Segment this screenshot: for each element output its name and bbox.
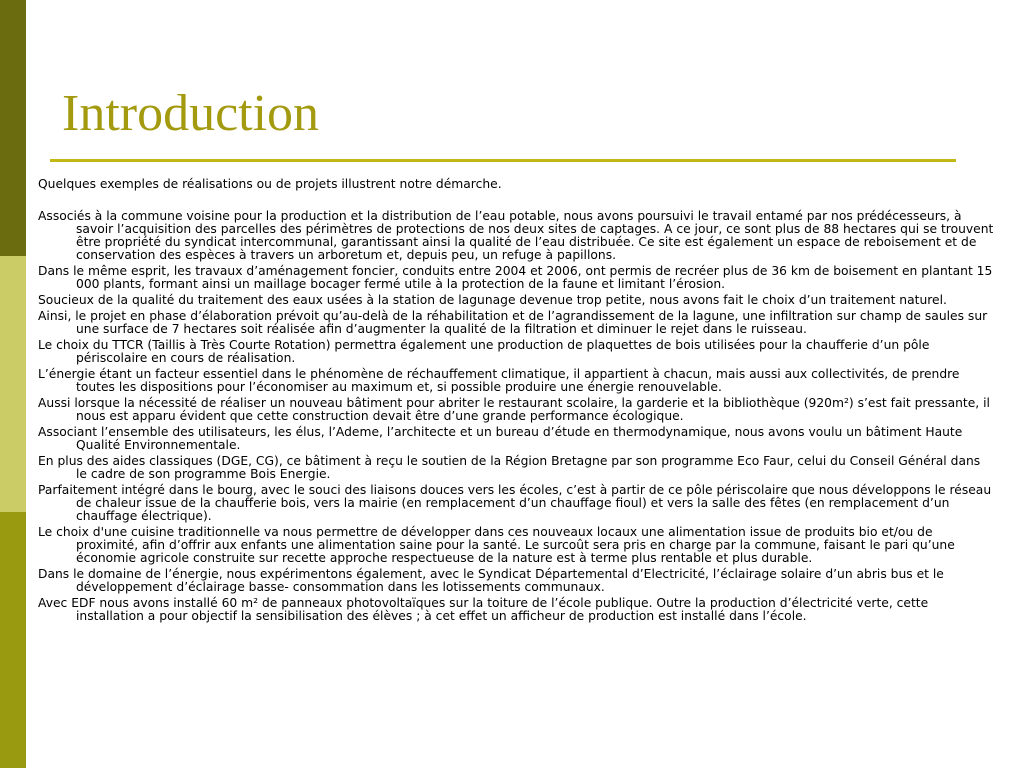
paragraph: L’énergie étant un facteur essentiel dans le phénomène de réchauffement climatique, il appartient à chacun, mais aussi aux collectivités, de prendre toutes les dispositions pour l’économiser au maximum et, si possible produire une énergie renouvelable. (38, 367, 960, 394)
title-divider (50, 159, 956, 162)
side-stripe-top (0, 0, 26, 256)
paragraph: Soucieux de la qualité du traitement des eaux usées à la station de lagunage devenue trop petite, nous avons fait le choix d’un traitement naturel. (38, 293, 947, 307)
intro-text: Quelques exemples de réalisations ou de projets illustrent notre démarche. (38, 177, 502, 191)
paragraph: Aussi lorsque la nécessité de réaliser un nouveau bâtiment pour abriter le restaurant scolaire, la garderie et la bibliothèque (920m²) s’est fait pressante, il nous est apparu évident que cette construction devait être d’une grande performance écologique. (38, 396, 990, 423)
paragraph: Associés à la commune voisine pour la production et la distribution de l’eau potable, nous avons poursuivi le travail entamé par nos prédécesseurs, à savoir l’acquisition des parcelles des périmètres de protections de nos deux sites de captages. A ce jour, ce sont plus de 88 hectares qui se trouvent être propriété du syndicat intercommunal, garantissant ainsi la qualité de l’eau distribuée. Ce site est également un espace de reboisement et de conservation des espèces à travers un arboretum et, depuis peu, un refuge à papillons. (38, 209, 994, 262)
paragraph: Dans le domaine de l’énergie, nous expérimentons également, avec le Syndicat Départemental d’Electricité, l’éclairage solaire d’un abris bus et le développement d’éclairage basse- consommation dans les lotissements communaux. (38, 567, 944, 594)
paragraph: Parfaitement intégré dans le bourg, avec le souci des liaisons douces vers les écoles, c’est à partir de ce pôle périscolaire que nous développons le réseau de chaleur issue de la chaufferie bois, vers la mairie (en remplacement d’un chauffage fioul) et vers la salle des fêtes (en remplacement d’un chauffage électrique). (38, 483, 992, 523)
side-stripe-middle (0, 256, 26, 512)
paragraph: Dans le même esprit, les travaux d’aménagement foncier, conduits entre 2004 et 2006, ont permis de recréer plus de 36 km de boisement en plantant 15 000 plants, formant ainsi un maillage bocager fermé utile à la protection de la faune et limitant l’érosion. (38, 264, 993, 291)
paragraph: Ainsi, le projet en phase d’élaboration prévoit qu’au-delà de la réhabilitation et de l’agrandissement de la lagune, une infiltration sur champ de saules sur une surface de 7 hectares soit réalisée afin d’augmenter la qualité de la filtration et diminuer le rejet dans le ruisseau. (38, 309, 988, 336)
paragraph: Le choix du TTCR (Taillis à Très Courte Rotation) permettra également une production de plaquettes de bois utilisées pour la chaufferie d’un pôle périscolaire en cours de réalisation. (38, 338, 930, 365)
paragraph: Associant l’ensemble des utilisateurs, les élus, l’Ademe, l’architecte et un bureau d’étude en thermodynamique, nous avons voulu un bâtiment Haute Qualité Environnementale. (38, 425, 963, 452)
slide-title: Introduction (62, 85, 320, 142)
slide-body (38, 178, 994, 626)
paragraph: En plus des aides classiques (DGE, CG), ce bâtiment à reçu le soutien de la Région Bretagne par son programme Eco Faur, celui du Conseil Général dans le cadre de son programme Bois Energie. (38, 454, 981, 481)
paragraph: Avec EDF nous avons installé 60 m² de panneaux photovoltaïques sur la toiture de l’école publique. Outre la production d’électricité verte, cette installation a pour objectif la sensibilisation des élèves ; à cet effet un afficheur de production est installé dans l’école. (38, 596, 929, 623)
paragraph: Le choix d'une cuisine traditionnelle va nous permettre de développer dans ces nouveaux locaux une alimentation issue de produits bio et/ou de proximité, afin d’offrir aux enfants une alimentation saine pour la santé. Le surcoût sera pris en charge par la commune, faisant le pari qu’une économie agricole construite sur recette approche respectueuse de la nature est à terme plus rentable et plus durable. (38, 525, 955, 565)
side-stripe-bottom (0, 512, 26, 768)
